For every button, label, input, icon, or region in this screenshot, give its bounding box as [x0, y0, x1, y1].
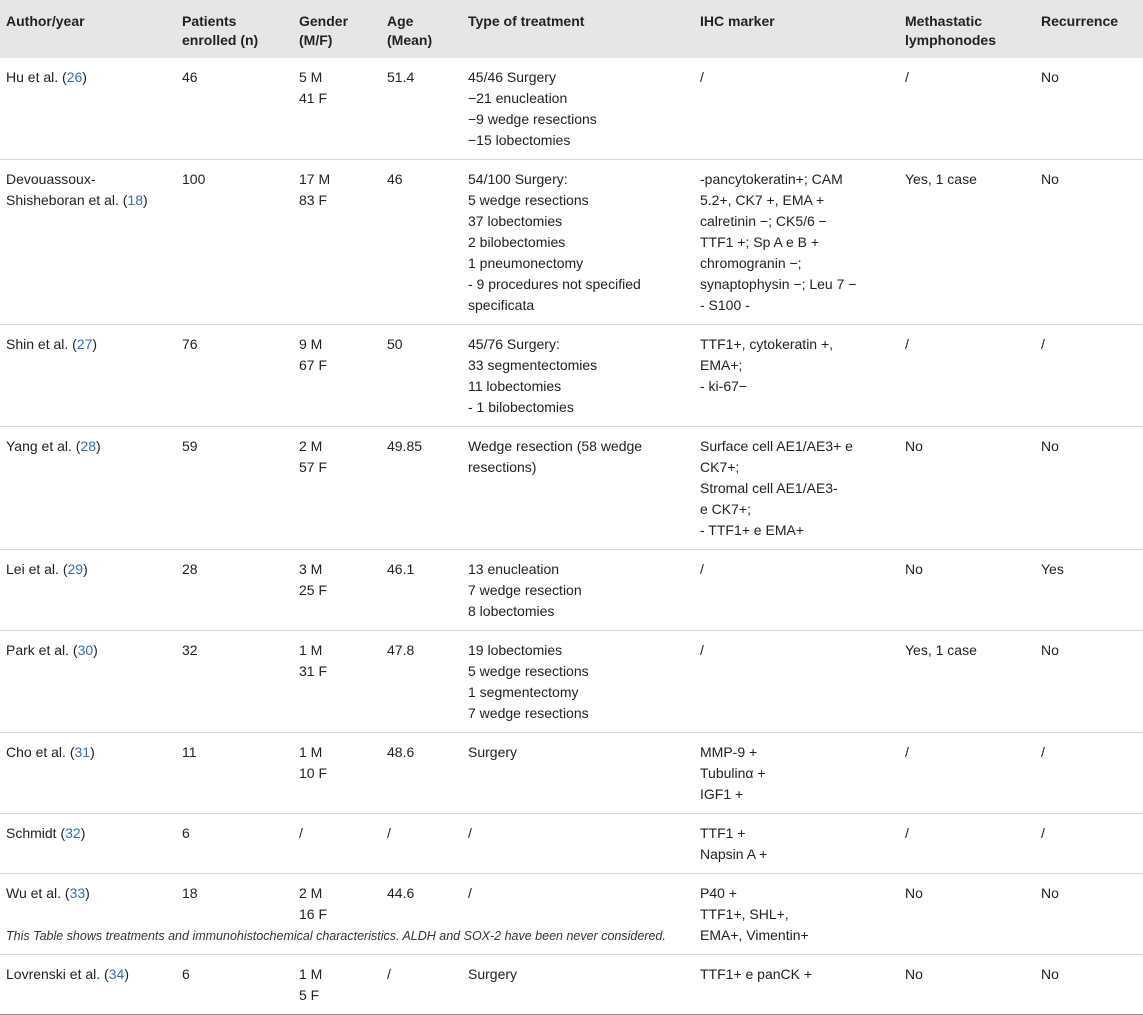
- lymph-cell: No: [899, 874, 1035, 955]
- recurrence-cell: No: [1035, 58, 1143, 160]
- ihc-cell: [694, 955, 899, 1015]
- gender-cell: [293, 550, 381, 631]
- author-name: Lovrenski et al.: [6, 966, 101, 982]
- treatment-cell-line: 7 wedge resection: [468, 582, 582, 598]
- ihc-cell-line: TTF1+ e panCK +: [700, 966, 813, 982]
- table-row: [0, 631, 1143, 733]
- gender-cell: [293, 325, 381, 427]
- gender-cell-line: 25 F: [299, 582, 328, 598]
- recurrence-cell: Yes: [1035, 550, 1143, 631]
- patients-cell: 18: [176, 874, 293, 955]
- treatment-cell-line: /: [468, 825, 472, 841]
- header-age: Age (Mean): [381, 0, 462, 58]
- ihc-cell: [694, 814, 899, 874]
- table-row: [0, 58, 1143, 160]
- treatment-cell-line: /: [468, 885, 472, 901]
- treatment-cell-line: - 9 procedures not specified: [468, 276, 641, 292]
- ihc-cell-line: Surface cell AE1/AE3+ e: [700, 438, 853, 454]
- reference-link[interactable]: 33: [69, 885, 86, 901]
- age-cell: /: [381, 955, 462, 1015]
- treatment-cell: [462, 160, 694, 325]
- ihc-cell-line: EMA+, Vimentin+: [700, 927, 809, 943]
- recurrence-cell: /: [1035, 325, 1143, 427]
- treatment-cell: [462, 631, 694, 733]
- treatment-cell-line: 45/76 Surgery:: [468, 336, 560, 352]
- treatment-cell-line: −21 enucleation: [468, 90, 568, 106]
- gender-cell: [293, 955, 381, 1015]
- treatment-cell-line: resections): [468, 459, 537, 475]
- treatment-cell: [462, 814, 694, 874]
- patients-cell: 6: [176, 814, 293, 874]
- recurrence-cell: /: [1035, 814, 1143, 874]
- lymph-cell: No: [899, 550, 1035, 631]
- patients-cell: 59: [176, 427, 293, 550]
- ihc-cell: [694, 325, 899, 427]
- ihc-cell-line: EMA+;: [700, 357, 743, 373]
- patients-cell: 32: [176, 631, 293, 733]
- header-treatment: Type of treatment: [462, 0, 694, 58]
- gender-cell-line: 1 M: [299, 966, 323, 982]
- reference-link[interactable]: 30: [77, 642, 94, 658]
- author-cell: Wu et al. (33): [0, 874, 176, 955]
- table-row: [0, 955, 1143, 1015]
- author-cell: Devouassoux-Shisheboran et al. (18): [0, 160, 176, 325]
- ihc-cell-line: Tubulinα +: [700, 765, 766, 781]
- treatment-cell-line: 11 lobectomies: [468, 378, 562, 394]
- author-cell: Lovrenski et al. (34): [0, 955, 176, 1015]
- recurrence-cell: No: [1035, 874, 1143, 955]
- treatment-cell: [462, 955, 694, 1015]
- gender-cell: [293, 160, 381, 325]
- author-name: Wu et al.: [6, 885, 61, 901]
- reference-link[interactable]: 26: [66, 69, 83, 85]
- author-name: Devouassoux-Shisheboran et al.: [6, 171, 119, 208]
- gender-cell-line: 1 M: [299, 744, 323, 760]
- ihc-cell: [694, 733, 899, 814]
- treatment-cell-line: 8 lobectomies: [468, 603, 555, 619]
- header-ihc: IHC marker: [694, 0, 899, 58]
- gender-cell-line: 67 F: [299, 357, 328, 373]
- ihc-cell: [694, 631, 899, 733]
- ihc-cell-line: CK7+;: [700, 459, 740, 475]
- treatment-cell-line: 54/100 Surgery:: [468, 171, 568, 187]
- treatment-cell-line: −9 wedge resections: [468, 111, 597, 127]
- table-row: [0, 733, 1143, 814]
- author-cell: Cho et al. (31): [0, 733, 176, 814]
- treatment-cell-line: 1 pneumonectomy: [468, 255, 584, 271]
- gender-cell-line: 17 M: [299, 171, 331, 187]
- gender-cell: [293, 814, 381, 874]
- lymph-cell: /: [899, 58, 1035, 160]
- gender-cell-line: 16 F: [299, 906, 328, 922]
- reference-link[interactable]: 34: [108, 966, 125, 982]
- ihc-cell-line: IGF1 +: [700, 786, 744, 802]
- ihc-cell-line: - S100 -: [700, 297, 750, 313]
- gender-cell-line: /: [299, 825, 303, 841]
- gender-cell-line: 10 F: [299, 765, 328, 781]
- gender-cell-line: 31 F: [299, 663, 328, 679]
- table-body: [0, 58, 1143, 1015]
- reference-link[interactable]: 29: [67, 561, 84, 577]
- age-cell: 51.4: [381, 58, 462, 160]
- ihc-cell-line: Napsin A +: [700, 846, 768, 862]
- lymph-cell: Yes, 1 case: [899, 160, 1035, 325]
- ihc-cell: [694, 58, 899, 160]
- header-row: [0, 0, 1143, 58]
- table-row: [0, 550, 1143, 631]
- ihc-cell-line: e CK7+;: [700, 501, 751, 517]
- treatment-cell-line: Surgery: [468, 966, 518, 982]
- treatment-cell-line: 7 wedge resections: [468, 705, 589, 721]
- ihc-cell-line: -pancytokeratin+; CAM: [700, 171, 843, 187]
- ihc-cell: [694, 550, 899, 631]
- table-row: [0, 427, 1143, 550]
- author-name: Schmidt: [6, 825, 57, 841]
- treatment-cell-line: 13 enucleation: [468, 561, 560, 577]
- gender-cell: [293, 427, 381, 550]
- gender-cell-line: 5 M: [299, 69, 323, 85]
- author-cell: Schmidt (32): [0, 814, 176, 874]
- ihc-cell-line: TTF1+, SHL+,: [700, 906, 789, 922]
- treatment-cell: [462, 58, 694, 160]
- age-cell: 50: [381, 325, 462, 427]
- ihc-cell-line: synaptophysin −; Leu 7 −: [700, 276, 857, 292]
- gender-cell-line: 83 F: [299, 192, 328, 208]
- age-cell: /: [381, 814, 462, 874]
- reference-link[interactable]: 31: [74, 744, 91, 760]
- treatment-cell-line: specificata: [468, 297, 535, 313]
- recurrence-cell: No: [1035, 160, 1143, 325]
- ihc-cell: [694, 160, 899, 325]
- age-cell: 46: [381, 160, 462, 325]
- ihc-cell-line: Stromal cell AE1/AE3-: [700, 480, 838, 496]
- treatment-cell-line: 5 wedge resections: [468, 663, 589, 679]
- reference-link[interactable]: 18: [127, 192, 143, 208]
- gender-cell: [293, 58, 381, 160]
- ihc-cell: [694, 427, 899, 550]
- header-gender: Gender (M/F): [293, 0, 381, 58]
- gender-cell-line: 2 M: [299, 885, 323, 901]
- ihc-cell-line: - ki-67−: [700, 378, 748, 394]
- table-caption: This Table shows treatments and immunohistochemical characteristics. ALDH and SOX-2 have been never considered.: [6, 929, 666, 943]
- patients-cell: 76: [176, 325, 293, 427]
- lymph-cell: /: [899, 733, 1035, 814]
- author-cell: Lei et al. (29): [0, 550, 176, 631]
- treatment-cell: [462, 325, 694, 427]
- author-cell: Park et al. (30): [0, 631, 176, 733]
- lymph-cell: /: [899, 325, 1035, 427]
- ihc-cell-line: P40 +: [700, 885, 737, 901]
- recurrence-cell: No: [1035, 631, 1143, 733]
- ihc-cell-line: chromogranin −;: [700, 255, 802, 271]
- ihc-cell-line: TTF1 +; Sp A e B +: [700, 234, 820, 250]
- reference-link[interactable]: 28: [80, 438, 97, 454]
- treatment-cell-line: Surgery: [468, 744, 518, 760]
- ihc-cell-line: - TTF1+ e EMA+: [700, 522, 804, 538]
- patients-cell: 46: [176, 58, 293, 160]
- author-name: Yang et al.: [6, 438, 72, 454]
- header-lymph: Methastatic lymphonodes: [899, 0, 1035, 58]
- treatment-cell-line: 45/46 Surgery: [468, 69, 556, 85]
- age-cell: 48.6: [381, 733, 462, 814]
- author-name: Hu et al.: [6, 69, 59, 85]
- treatment-cell: [462, 550, 694, 631]
- author-name: Shin et al.: [6, 336, 69, 352]
- treatment-cell-line: 37 lobectomies: [468, 213, 563, 229]
- patients-cell: 28: [176, 550, 293, 631]
- header-author: Author/year: [0, 0, 176, 58]
- recurrence-cell: /: [1035, 733, 1143, 814]
- treatment-cell-line: Wedge resection (58 wedge: [468, 438, 643, 454]
- ihc-cell: [694, 874, 899, 955]
- ihc-cell-line: /: [700, 561, 704, 577]
- treatment-cell: [462, 733, 694, 814]
- table-row: [0, 325, 1143, 427]
- patients-cell: 11: [176, 733, 293, 814]
- table-row: [0, 814, 1143, 874]
- treatment-cell-line: 19 lobectomies: [468, 642, 563, 658]
- ihc-cell-line: /: [700, 69, 704, 85]
- gender-cell-line: 57 F: [299, 459, 328, 475]
- ihc-cell-line: /: [700, 642, 704, 658]
- gender-cell-line: 9 M: [299, 336, 323, 352]
- age-cell: 49.85: [381, 427, 462, 550]
- treatment-cell: [462, 427, 694, 550]
- gender-cell-line: 3 M: [299, 561, 323, 577]
- recurrence-cell: No: [1035, 955, 1143, 1015]
- ihc-cell-line: 5.2+, CK7 +, EMA +: [700, 192, 825, 208]
- ihc-cell-line: TTF1+, cytokeratin +,: [700, 336, 834, 352]
- author-name: Park et al.: [6, 642, 70, 658]
- gender-cell: [293, 631, 381, 733]
- author-name: Cho et al.: [6, 744, 66, 760]
- lymph-cell: /: [899, 814, 1035, 874]
- treatment-cell-line: 2 bilobectomies: [468, 234, 566, 250]
- author-cell: Yang et al. (28): [0, 427, 176, 550]
- ihc-cell-line: TTF1 +: [700, 825, 746, 841]
- author-cell: Shin et al. (27): [0, 325, 176, 427]
- gender-cell-line: 1 M: [299, 642, 323, 658]
- ihc-cell-line: MMP-9 +: [700, 744, 758, 760]
- gender-cell-line: 41 F: [299, 90, 328, 106]
- gender-cell: [293, 733, 381, 814]
- reference-link[interactable]: 32: [65, 825, 81, 841]
- header-recurrence: Recurrence: [1035, 0, 1143, 58]
- treatment-cell-line: 1 segmentectomy: [468, 684, 579, 700]
- treatment-cell-line: −15 lobectomies: [468, 132, 571, 148]
- author-name: Lei et al.: [6, 561, 59, 577]
- patients-cell: 6: [176, 955, 293, 1015]
- gender-cell-line: 2 M: [299, 438, 323, 454]
- gender-cell-line: 5 F: [299, 987, 320, 1003]
- treatment-cell-line: 33 segmentectomies: [468, 357, 598, 373]
- age-cell: 46.1: [381, 550, 462, 631]
- header-patients: Patients enrolled (n): [176, 0, 293, 58]
- lymph-cell: No: [899, 427, 1035, 550]
- treatment-cell-line: - 1 bilobectomies: [468, 399, 574, 415]
- table-row: [0, 160, 1143, 325]
- lymph-cell: Yes, 1 case: [899, 631, 1035, 733]
- recurrence-cell: No: [1035, 427, 1143, 550]
- age-cell: 47.8: [381, 631, 462, 733]
- patients-cell: 100: [176, 160, 293, 325]
- reference-link[interactable]: 27: [76, 336, 93, 352]
- author-cell: Hu et al. (26): [0, 58, 176, 160]
- treatment-cell-line: 5 wedge resections: [468, 192, 589, 208]
- age-cell: 44.6: [381, 874, 462, 955]
- ihc-cell-line: calretinin −; CK5/6 −: [700, 213, 827, 229]
- lymph-cell: No: [899, 955, 1035, 1015]
